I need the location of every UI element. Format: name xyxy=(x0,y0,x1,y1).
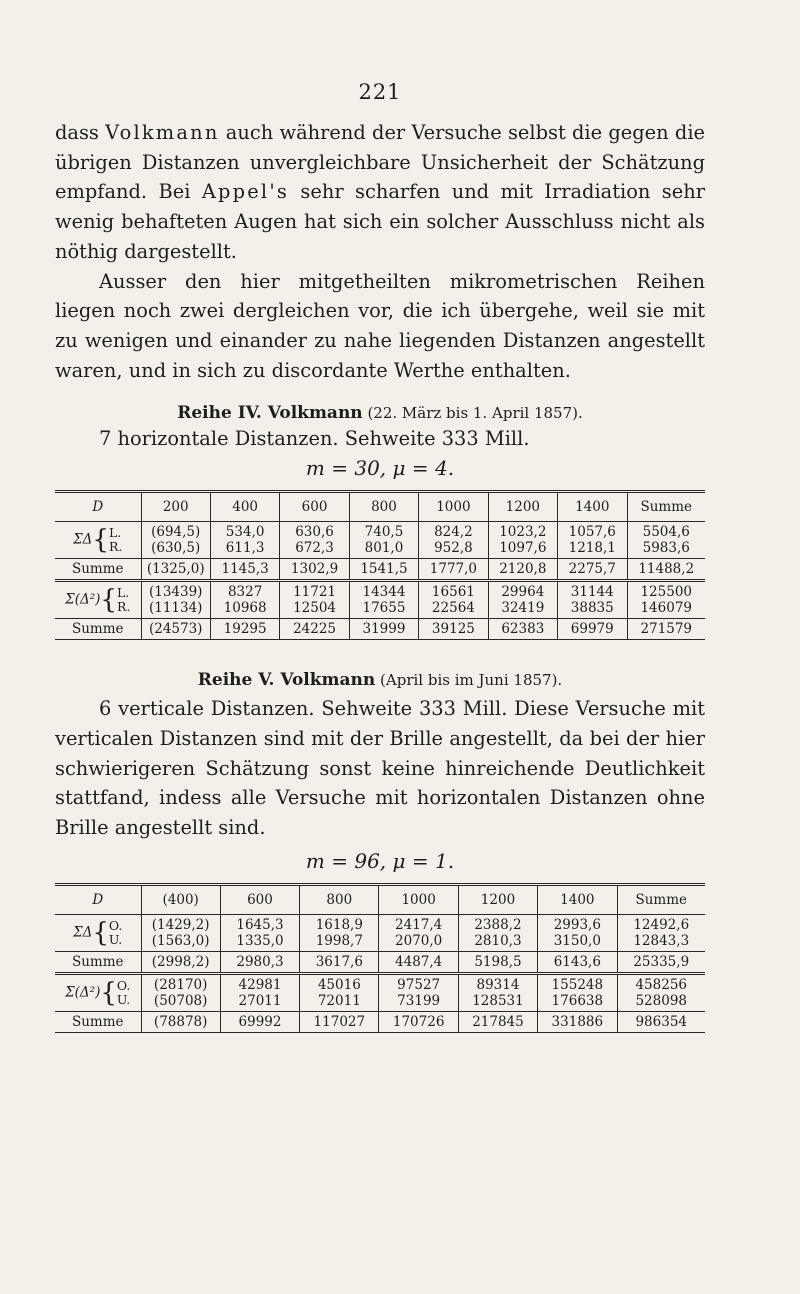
table-cell: 331886 xyxy=(538,1011,617,1032)
table-cell: 12492,6 12843,3 xyxy=(617,914,705,951)
row-label: ΣΔ{L. R. xyxy=(73,525,123,556)
table-cell: 740,5 801,0 xyxy=(349,522,418,559)
header-cell: D xyxy=(92,499,104,516)
table-cell: (24573) xyxy=(141,619,210,640)
row-label: Σ(Δ²){O. U. xyxy=(65,977,131,1008)
sigma-label: ΣΔ xyxy=(73,531,93,548)
table-cell: 8327 10968 xyxy=(210,581,279,619)
table-cell: 458256 528098 xyxy=(617,973,705,1011)
table-cell: 2993,6 3150,0 xyxy=(538,914,617,951)
table-cell: 3617,6 xyxy=(300,951,379,973)
table-row-sum xyxy=(55,1011,705,1032)
header-cell: Summe xyxy=(617,884,705,914)
table-row xyxy=(55,914,705,951)
table-cell: 1645,3 1335,0 xyxy=(220,914,299,951)
table-cell: 62383 xyxy=(488,619,557,640)
table-cell: 1145,3 xyxy=(210,559,279,581)
page-number: 221 xyxy=(358,80,402,104)
header-cell: 600 xyxy=(280,492,349,522)
table-cell: 39125 xyxy=(419,619,488,640)
page xyxy=(55,80,705,1033)
table-cell: 29964 32419 xyxy=(488,581,557,619)
reihe5-date: (April bis im Juni 1857). xyxy=(375,671,563,690)
paragraph-3: 6 verticale Distanzen. Sehweite 333 Mill. Diese Versuche mit verticalen Distanzen sind mit der Brille angestellt, da bei der hier schwierigeren Schätzung sonst keine hinreichende Deutlichkeit stattfand, indess alle Versuche mit horizontalen Distanzen ohne Brille angestellt sind. xyxy=(55,697,705,840)
table-cell: (28170) (50708) xyxy=(141,973,220,1011)
table-row xyxy=(55,973,705,1011)
table-cell: 97527 73199 xyxy=(379,973,458,1011)
author-name: Volkmann xyxy=(105,121,220,144)
table-cell: (78878) xyxy=(141,1011,220,1032)
table-cell: 824,2 952,8 xyxy=(419,522,488,559)
table-cell: 69979 xyxy=(558,619,627,640)
table-cell: 1618,9 1998,7 xyxy=(300,914,379,951)
paragraph-2: Ausser den hier mitgetheilten mikrometrischen Reihen liegen noch zwei dergleichen vor, die ich übergehe, weil sie mit zu wenigen und einander zu nahe liegenden Distanzen angestellt waren, und in sich zu discordante Werthe enthalten. xyxy=(55,269,705,382)
table-row xyxy=(55,522,705,559)
header-cell: 400 xyxy=(210,492,279,522)
header-cell: 1200 xyxy=(458,884,537,914)
table-cell: (2998,2) xyxy=(141,951,220,973)
header-cell: Summe xyxy=(627,492,705,522)
side-label: R. xyxy=(108,539,123,555)
sum-label: Summe xyxy=(71,1013,124,1030)
header-cell: 1000 xyxy=(419,492,488,522)
table-cell: 1302,9 xyxy=(280,559,349,581)
header-cell: 1400 xyxy=(538,884,617,914)
table-cell: 1023,2 1097,6 xyxy=(488,522,557,559)
header-cell: 800 xyxy=(300,884,379,914)
header-cell: D xyxy=(92,891,104,908)
reihe4-subline: 7 horizontale Distanzen. Sehweite 333 Mill. xyxy=(99,427,530,451)
table-cell: 1057,6 1218,1 xyxy=(558,522,627,559)
table-row-sum xyxy=(55,619,705,640)
table-header-row xyxy=(55,884,705,914)
header-cell: 1000 xyxy=(379,884,458,914)
table-cell: 24225 xyxy=(280,619,349,640)
row-label: ΣΔ{O. U. xyxy=(73,917,123,948)
table-cell: 5504,6 5983,6 xyxy=(627,522,705,559)
sq-label: Σ(Δ²) xyxy=(65,591,101,608)
header-cell: 200 xyxy=(141,492,210,522)
sigma-label: ΣΔ xyxy=(73,924,93,941)
table-cell: 155248 176638 xyxy=(538,973,617,1011)
reihe5-title: Reihe V. Volkmann xyxy=(197,670,376,691)
table-cell: 125500 146079 xyxy=(627,581,705,619)
reihe5-params: m = 96, μ = 1. xyxy=(305,848,455,873)
table-cell: 2980,3 xyxy=(220,951,299,973)
table-cell: (13439) (11134) xyxy=(141,581,210,619)
header-cell: 600 xyxy=(220,884,299,914)
table-cell: 31999 xyxy=(349,619,418,640)
table-header-row xyxy=(55,492,705,522)
sum-label: Summe xyxy=(71,953,124,970)
table-cell: (694,5) (630,5) xyxy=(141,522,210,559)
table-row-sum xyxy=(55,951,705,973)
table-cell: 534,0 611,3 xyxy=(210,522,279,559)
table-cell: 271579 xyxy=(627,619,705,640)
paragraph-1: dass Volkmann auch während der Versuche selbst die gegen die übrigen Distanzen unvergleichbare Unsicherheit der Schätzung empfand. Bei Appel's sehr scharfen und mit Irradiation sehr wenig behafteten Augen hat sich ein solcher Ausschluss nicht als nöthig dargestellt. xyxy=(55,121,705,263)
table-cell: 5198,5 xyxy=(458,951,537,973)
reihe4-heading xyxy=(55,403,705,423)
table-cell: 1541,5 xyxy=(349,559,418,581)
reihe4-title: Reihe IV. Volkmann xyxy=(177,403,363,424)
table-cell: 2417,4 2070,0 xyxy=(379,914,458,951)
table-row xyxy=(55,581,705,619)
table-cell: 217845 xyxy=(458,1011,537,1032)
reihe5-heading xyxy=(55,670,705,690)
table-cell: 25335,9 xyxy=(617,951,705,973)
table-cell: 42981 27011 xyxy=(220,973,299,1011)
table-cell: 4487,4 xyxy=(379,951,458,973)
table-cell: 11488,2 xyxy=(627,559,705,581)
table-cell: 11721 12504 xyxy=(280,581,349,619)
table-cell: 69992 xyxy=(220,1011,299,1032)
table-row-sum xyxy=(55,559,705,581)
sq-label: Σ(Δ²) xyxy=(65,984,101,1001)
header-cell: (400) xyxy=(141,884,220,914)
table-cell: 19295 xyxy=(210,619,279,640)
row-label: Σ(Δ²){L. R. xyxy=(65,585,131,616)
table-cell: 2120,8 xyxy=(488,559,557,581)
table-cell: 117027 xyxy=(300,1011,379,1032)
reihe4-params: m = 30, μ = 4. xyxy=(305,456,455,481)
table-cell: 16561 22564 xyxy=(419,581,488,619)
table-cell: 89314 128531 xyxy=(458,973,537,1011)
header-cell: 800 xyxy=(349,492,418,522)
side-label: L. xyxy=(108,525,122,541)
table-cell: 45016 72011 xyxy=(300,973,379,1011)
table-cell: (1325,0) xyxy=(141,559,210,581)
table-cell: 630,6 672,3 xyxy=(280,522,349,559)
table-cell: 1777,0 xyxy=(419,559,488,581)
table-cell: 6143,6 xyxy=(538,951,617,973)
table-cell: (1429,2) (1563,0) xyxy=(141,914,220,951)
author-name-2: Appel's xyxy=(201,180,290,204)
reihe4-date: (22. März bis 1. April 1857). xyxy=(362,404,583,423)
table-reihe4 xyxy=(55,490,705,640)
table-reihe5 xyxy=(55,883,705,1033)
sum-label: Summe xyxy=(71,621,124,638)
table-cell: 986354 xyxy=(617,1011,705,1032)
header-cell: 1400 xyxy=(558,492,627,522)
sum-label: Summe xyxy=(71,561,124,578)
table-cell: 14344 17655 xyxy=(349,581,418,619)
table-cell: 31144 38835 xyxy=(558,581,627,619)
table-cell: 2275,7 xyxy=(558,559,627,581)
table-cell: 170726 xyxy=(379,1011,458,1032)
table-cell: 2388,2 2810,3 xyxy=(458,914,537,951)
header-cell: 1200 xyxy=(488,492,557,522)
